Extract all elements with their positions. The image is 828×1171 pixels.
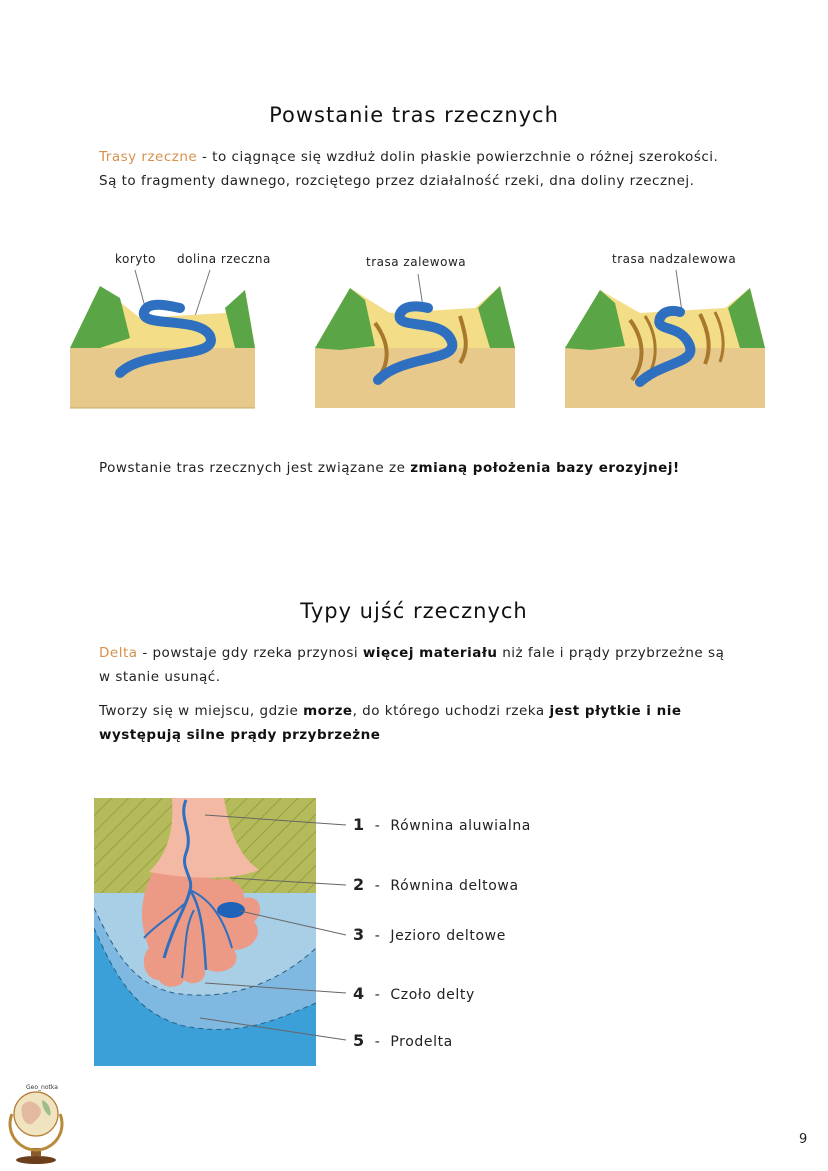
label-dolina-rzeczna: dolina rzeczna [177,252,271,266]
legend-item-2: 2 - Równina deltowa [353,875,519,894]
term-delta: Delta [99,645,138,661]
legend-item-5: 5 - Prodelta [353,1031,453,1050]
delta-formation [99,699,759,747]
label-trasa-zalewowa: trasa zalewowa [366,255,467,269]
formation-bold1: morze [303,703,353,719]
formation-bold2: jest płytkie i nie [549,703,682,719]
block-river-valley [70,286,255,408]
delta-part2: niż fale i prądy przybrzeżne są [497,645,725,661]
delta-bold1: więcej materiału [362,645,498,661]
section1-title: Powstanie tras rzecznych [269,103,559,127]
delta-line2: w stanie usunąć. [99,669,221,685]
section2-title: Typy ujść rzecznych [300,599,528,623]
legend-item-4: 4 - Czoło delty [353,984,475,1003]
intro-line1: - to ciągnące się wzdłuż dolin płaskie powierzchnie o różnej szerokości. [197,149,719,165]
delta-part1: - powstaje gdy rzeka przynosi [137,645,363,661]
summary-bold: zmianą położenia bazy erozyjnej! [410,460,680,476]
intro-line2: Są to fragmenty dawnego, rozciętego przez działalność rzeki, dna doliny rzecznej. [99,173,695,189]
page-number: 9 [799,1132,808,1147]
formation-part1: Tworzy się w miejscu, gdzie [99,703,304,719]
section1-intro [99,145,759,193]
delta-definition [99,641,759,689]
formation-bold3: występują silne prądy przybrzeżne [99,727,381,743]
formation-part2: , do którego uchodzi rzeka [352,703,550,719]
block-upper-terrace [565,288,765,408]
legend-item-1: 1 - Równina aluwialna [353,815,531,834]
summary-text: Powstanie tras rzecznych jest związane ze [99,460,411,476]
legend-item-3: 3 - Jezioro deltowe [353,925,506,944]
section1-summary [99,456,759,480]
label-trasa-nadzalewowa: trasa nadzalewowa [612,252,737,266]
term-trasy-rzeczne: Trasy rzeczne [99,149,198,165]
label-koryto: koryto [115,252,156,266]
block-flood-terrace [315,286,515,408]
river-terrace-diagrams [60,268,780,418]
logo-text: Geo_notka [26,1084,58,1091]
